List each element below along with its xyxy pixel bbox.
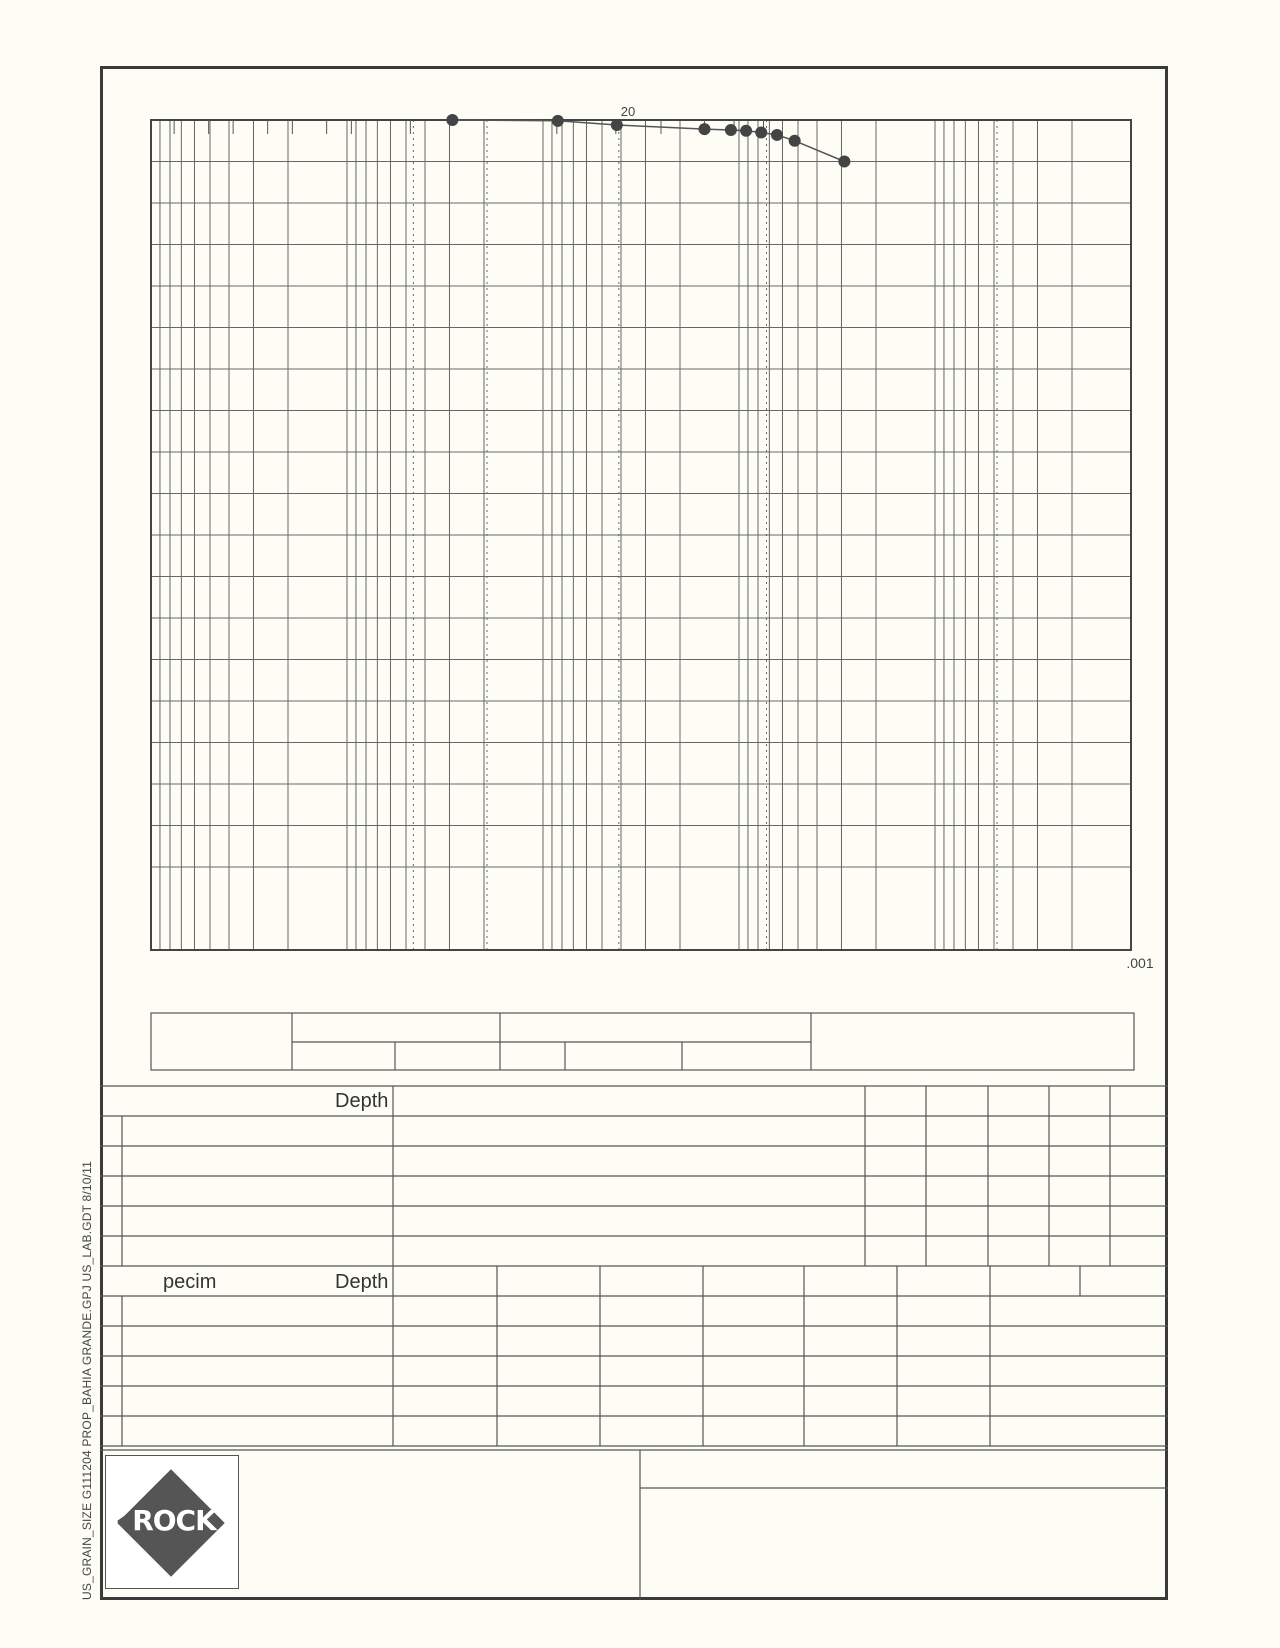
table1-depth-header: Depth <box>335 1090 389 1112</box>
data-points <box>446 114 850 168</box>
table2-depth-header: Depth <box>335 1271 389 1293</box>
logo-text: ROCK <box>132 1504 216 1537</box>
data-point <box>838 156 850 168</box>
title-block <box>100 1450 1168 1600</box>
sample-table <box>100 1086 1168 1266</box>
data-point <box>755 126 767 138</box>
file-path-sidebar: US_GRAIN_SIZE G111204 PROP_BAHIA GRANDE.GPJ US_LAB.GDT 8/10/11 <box>80 1160 94 1600</box>
gradation-curve <box>452 120 844 162</box>
company-logo <box>105 1455 239 1589</box>
data-point <box>698 123 710 135</box>
data-point <box>771 129 783 141</box>
data-point <box>740 125 752 137</box>
data-point <box>552 115 564 127</box>
top-sieve-label: 20 <box>620 104 636 119</box>
data-point <box>611 119 623 131</box>
data-point <box>789 135 801 147</box>
chart-grid <box>151 120 1131 950</box>
x-axis-end-label: .001 <box>1126 955 1154 971</box>
table2-specimen-header: pecim <box>163 1271 217 1293</box>
data-point <box>725 124 737 136</box>
summary-table <box>151 1013 1134 1070</box>
data-point <box>446 114 458 126</box>
coefficients-table <box>100 1266 1168 1446</box>
